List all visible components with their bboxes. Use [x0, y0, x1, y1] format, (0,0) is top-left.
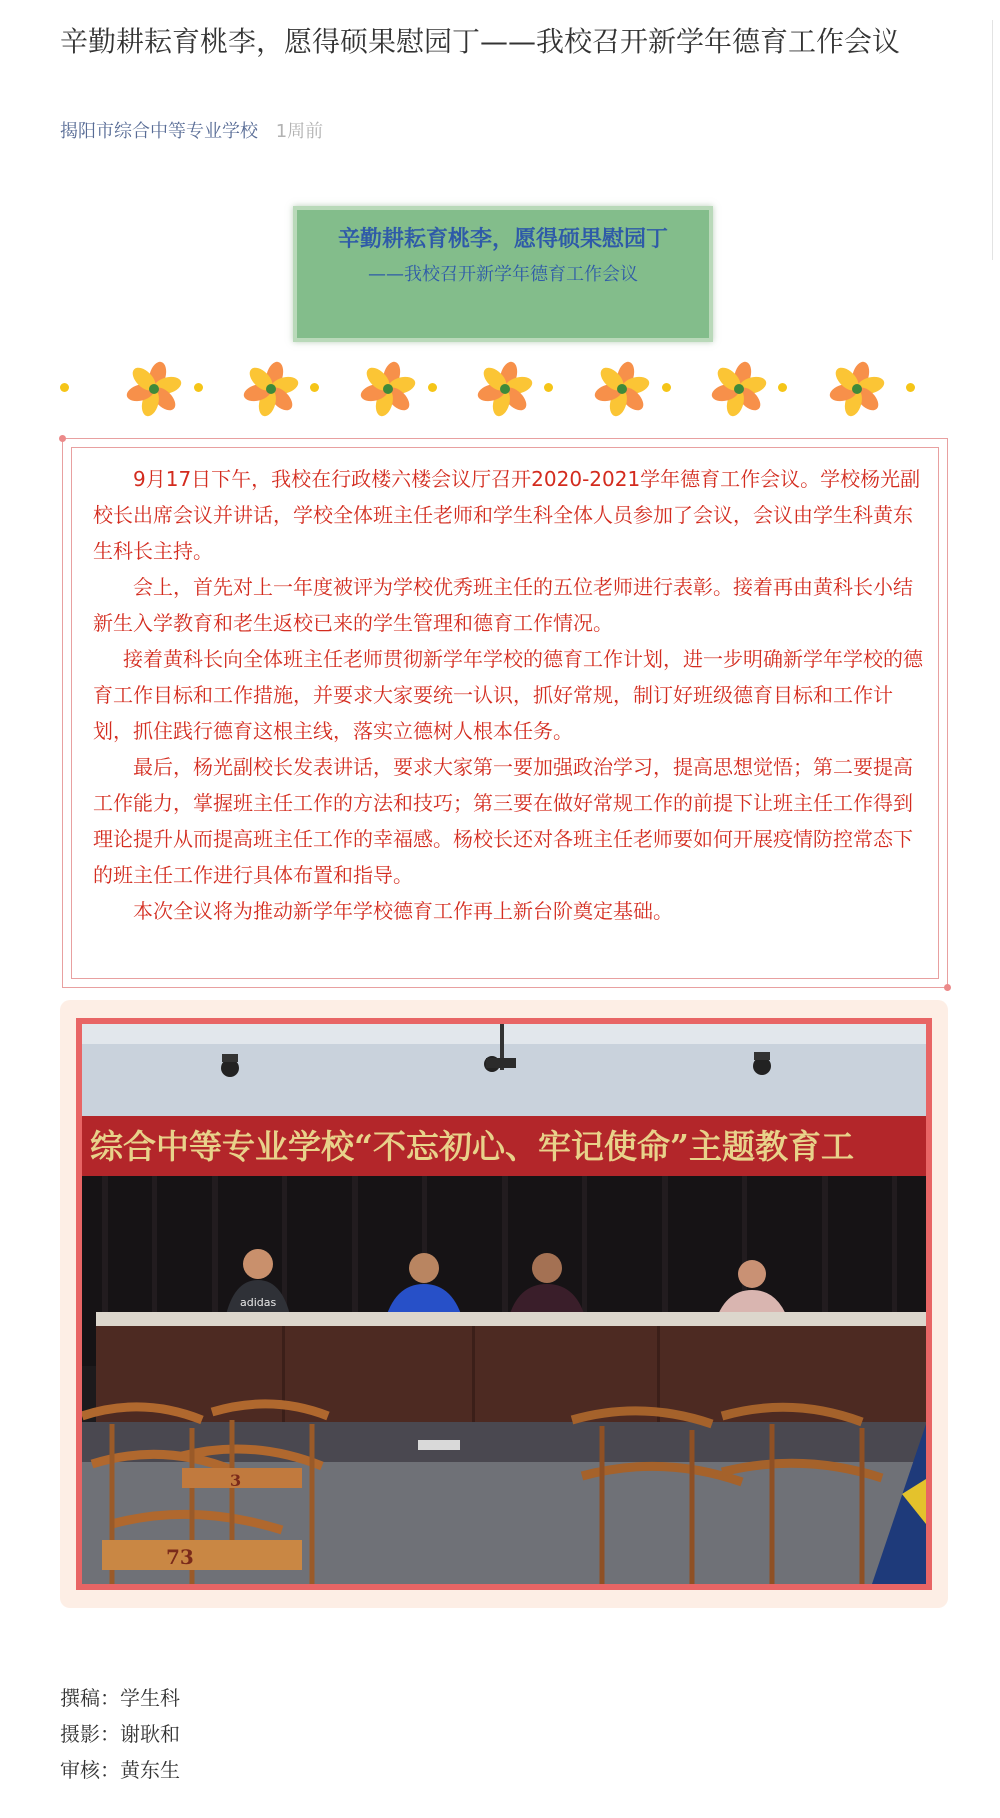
divider-dot-icon: [60, 383, 69, 392]
divider-dot-icon: [194, 383, 203, 392]
banner-subheadline: ——我校召开新学年德育工作会议: [368, 264, 638, 285]
divider-dot-icon: [778, 383, 787, 392]
flower-icon: [242, 360, 300, 418]
chair-number: 3: [230, 1471, 242, 1490]
account-name-link[interactable]: 揭阳市综合中等专业学校: [60, 121, 258, 142]
flower-icon: [125, 360, 183, 418]
meeting-photo-illustration: [82, 1024, 926, 1584]
article-title: 辛勤耕耘育桃李，愿得硕果慰园丁——我校召开新学年德育工作会议: [60, 25, 901, 58]
photo-banner-text: 综合中等专业学校“不忘初心、牢记使命”主题教育工: [90, 1127, 854, 1166]
divider-dot-icon: [544, 383, 553, 392]
flower-icon: [828, 360, 886, 418]
banner-headline: 辛勤耕耘育桃李，愿得硕果慰园丁: [337, 227, 668, 252]
credit-writer: 撰稿：学生科: [60, 1686, 180, 1710]
article-body: [93, 461, 923, 929]
corner-dot-icon: [944, 984, 951, 991]
scrollbar-track[interactable]: [992, 20, 993, 260]
body-paragraph: 最后，杨光副校长发表讲话，要求大家第一要加强政治学习，提高思想觉悟；第二要提高工作能力，掌握班主任工作的方法和技巧；第三要在做好常规工作的前提下让班主任工作得到理论提升从而提高班主任工作的幸福感。杨校长还对各班主任老师要如何开展疫情防控常态下的班主任工作进行具体布置和指导。: [93, 755, 913, 887]
title-banner: [293, 206, 713, 342]
flower-icon: [593, 360, 651, 418]
photo-frame: [60, 1000, 948, 1608]
body-paragraph: 会上，首先对上一年度被评为学校优秀班主任的五位老师进行表彰。接着再由黄科长小结新生入学教育和老生返校已来的学生管理和德育工作情况。: [93, 575, 913, 635]
title-banner-inner: [297, 210, 709, 338]
publish-time: 1周前: [275, 121, 324, 142]
shirt-logo: adidas: [240, 1296, 277, 1309]
credits: [60, 1680, 180, 1788]
body-paragraph: 接着黄科长向全体班主任老师贯彻新学年学校的德育工作计划，进一步明确新学年学校的德育工作目标和工作措施，并要求大家要统一认识，抓好常规，制订好班级德育目标和工作计划，抓住践行德育这根主线，落实立德树人根本任务。: [93, 647, 923, 743]
divider-dot-icon: [906, 383, 915, 392]
meeting-photo[interactable]: [76, 1018, 932, 1590]
chair-number: 73: [166, 1545, 194, 1569]
flower-icon: [710, 360, 768, 418]
divider-dot-icon: [310, 383, 319, 392]
credit-reviewer: 审核：黄东生: [60, 1758, 180, 1782]
divider-dot-icon: [662, 383, 671, 392]
body-paragraph: 9月17日下午，我校在行政楼六楼会议厅召开2020-2021学年德育工作会议。学校杨光副校长出席会议并讲话，学校全体班主任老师和学生科全体人员参加了会议，会议由学生科黄东生科长主持。: [93, 467, 921, 563]
flower-divider: [60, 360, 948, 416]
flower-icon: [359, 360, 417, 418]
divider-dot-icon: [428, 383, 437, 392]
article-meta: [60, 120, 323, 144]
flower-icon: [476, 360, 534, 418]
body-paragraph: 本次全议将为推动新学年学校德育工作再上新台阶奠定基础。: [133, 899, 673, 923]
article-text-box: [62, 438, 948, 988]
credit-photographer: 摄影：谢耿和: [60, 1722, 180, 1746]
corner-dot-icon: [59, 435, 66, 442]
